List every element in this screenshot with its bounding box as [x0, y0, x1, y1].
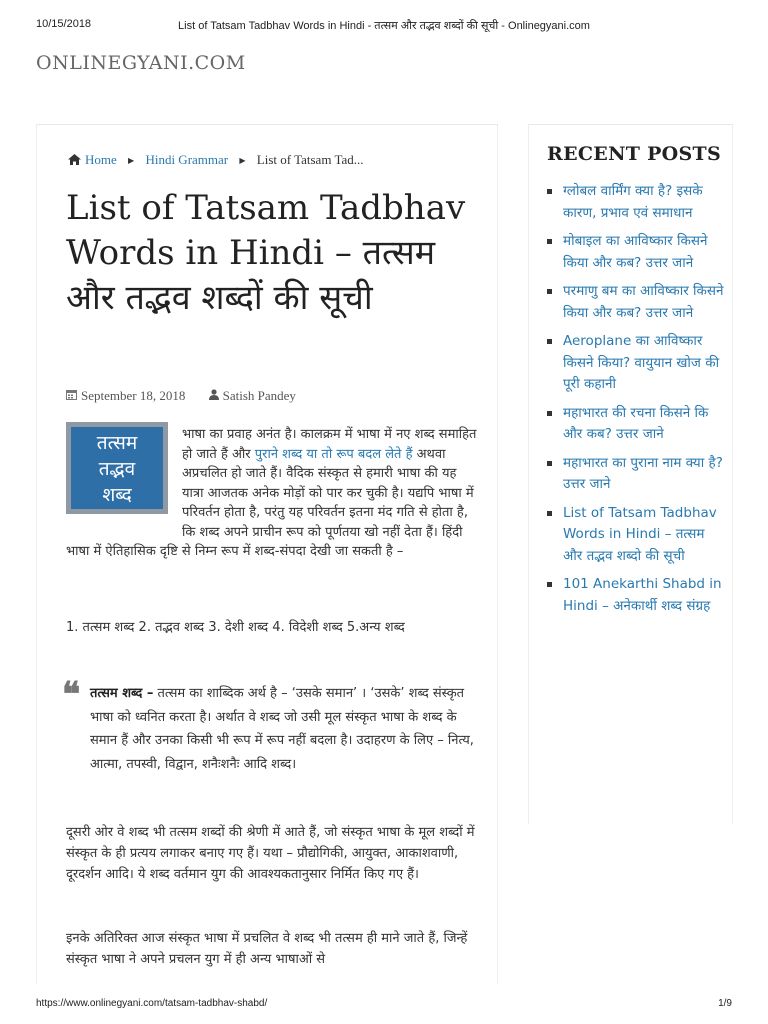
intro-paragraph [66, 425, 480, 562]
print-page-number: 1/9 [718, 998, 732, 1009]
print-url: https://www.onlinegyani.com/tatsam-tadbhav-shabd/ [36, 998, 268, 1009]
recent-post-item [547, 231, 727, 274]
recent-post-item [547, 331, 727, 396]
recent-post-link[interactable]: List of Tatsam Tadbhav Words in Hindi – तत्सम और तद्भव शब्दो की सूची [563, 504, 717, 564]
print-document-title: List of Tatsam Tadbhav Words in Hindi - तत्सम और तद्भव शब्दों की सूची - Onlinegyani.com [178, 20, 590, 32]
site-logo[interactable]: ONLINEGYANI.COM [36, 52, 246, 74]
feature-image-line: तत्सम [96, 432, 138, 454]
breadcrumb-current: List of Tatsam Tad... [256, 152, 364, 167]
paragraph-3: इनके अतिरिक्त आज संस्कृत भाषा में प्रचलित वे शब्द भी तत्सम ही माने जाते हैं, जिन्हें संस्कृत भाषा ने अपने प्रचलन युग में ही अन्य भाषाओं से [66, 931, 468, 967]
recent-post-link[interactable]: ग्लोबल वार्मिंग क्या है? इसके कारण, प्रभाव एवं समाधान [563, 183, 703, 221]
print-date: 10/15/2018 [36, 18, 92, 30]
paragraph-2: दूसरी ओर वे शब्द भी तत्सम शब्दों की श्रेणी में आते हैं, जो संस्कृत भाषा के मूल शब्दों में संस्कृत के ही प्रत्यय लगाकर बनाए गए हैं। यथा – प्रौद्योगिकी, आयुक्त, आकाशवाणी, दूरदर्शन आदि। ये शब्द वर्तमान युग की आवश्यकतानुसार निर्मित किए गए हैं। [66, 825, 475, 882]
recent-post-link[interactable]: परमाणु बम का आविष्कार किसने किया और कब? उत्तर जाने [563, 283, 724, 321]
bullet-icon [547, 511, 552, 516]
chevron-right-icon: ▶ [239, 156, 246, 165]
recent-post-item [547, 503, 727, 568]
recent-post-item [547, 453, 727, 496]
recent-post-link[interactable]: Aeroplane का आविष्कार किसने किया? वायुयान खोज की पूरी कहानी [563, 333, 720, 392]
feature-image-line: तद्भव [98, 458, 136, 480]
recent-post-link[interactable]: महाभारत की रचना किसने कि और कब? उत्तर जाने [563, 404, 709, 442]
blockquote-term: तत्सम शब्द – [90, 686, 154, 701]
bullet-icon [547, 339, 552, 344]
post-date-text: September 18, 2018 [81, 388, 186, 403]
intro-inline-link[interactable]: पुराने शब्द या तो रूप बदल लेते हैं [254, 446, 413, 462]
print-header [36, 18, 732, 34]
recent-post-item [547, 281, 727, 324]
bullet-icon [547, 582, 552, 587]
chevron-right-icon: ▶ [128, 156, 135, 165]
post-author-name: Satish Pandey [222, 388, 296, 403]
print-footer [36, 998, 732, 1012]
recent-posts-list [547, 181, 727, 624]
recent-post-link[interactable]: मोबाइल का आविष्कार किसने किया और कब? उत्तर जाने [563, 233, 708, 271]
post-meta [66, 388, 296, 404]
calendar-icon [66, 388, 77, 404]
post-date [66, 388, 185, 404]
recent-post-item [547, 403, 727, 446]
breadcrumb-category-link[interactable]: Hindi Grammar [145, 152, 229, 167]
intro-text-start: भाषा का प्रवाह अनंत है। कालक्रम में भाषा में नए शब्द समाहित हो जाते हैं और [182, 427, 477, 462]
home-icon [68, 153, 81, 169]
recent-post-link[interactable]: 101 Anekarthi Shabd in Hindi – अनेकार्थी शब्द संग्रह [563, 576, 722, 614]
recent-post-item [547, 574, 727, 617]
post-author[interactable] [209, 388, 296, 404]
bullet-icon [547, 289, 552, 294]
breadcrumb [68, 152, 364, 169]
recent-post-item [547, 181, 727, 224]
breadcrumb-home-link[interactable]: Home [85, 152, 117, 167]
post-title: List of Tatsam Tadbhav Words in Hindi – तत्सम और तद्भव शब्दों की सूची [66, 188, 466, 318]
feature-image-line: शब्द [102, 484, 132, 506]
word-types-list: 1. तत्सम शब्द 2. तद्भव शब्द 3. देशी शब्द 4. विदेशी शब्द 5.अन्य शब्द [66, 620, 405, 635]
tatsam-blockquote [90, 682, 475, 776]
bullet-icon [547, 189, 552, 194]
bullet-icon [547, 239, 552, 244]
blockquote-text: तत्सम का शाब्दिक अर्थ है – ‘उसके समान’ । ‘उसके’ शब्द संस्कृत भाषा को ध्वनित करता है। अर्थात वे शब्द जो उसी मूल संस्कृत भाषा के शब्द के समान हैं और उनका किसी भी रूप में रूप नहीं बदला है। उदाहरण के लिए – नित्य, आत्मा, तपस्वी, विद्वान, शनैःशनैः आदि शब्द। [90, 686, 474, 772]
intro-text-end: अथवा अप्रचलित हो जाते हैं। वैदिक संस्कृत से हमारी भाषा की यह यात्रा आजतक अनेक मोड़ों को पार कर चुकी है। यद्यपि भाषा में परिवर्तन होता है, परंतु यह परिवर्तन इतना मंद गति से होता है, कि शब्द अपने प्राचीन रूप को पूर्णतया खो नहीं देता हैं। हिंदी भाषा में ऐतिहासिक दृष्टि से निम्न रूप में शब्द-संपदा देखी जा सकती है – [66, 446, 474, 559]
user-icon [209, 388, 219, 404]
bullet-icon [547, 411, 552, 416]
recent-posts-heading: RECENT POSTS [547, 143, 722, 165]
bullet-icon [547, 461, 552, 466]
recent-post-link[interactable]: महाभारत का पुराना नाम क्या है? उत्तर जाने [563, 454, 723, 492]
quote-icon: ❝ [62, 675, 81, 715]
